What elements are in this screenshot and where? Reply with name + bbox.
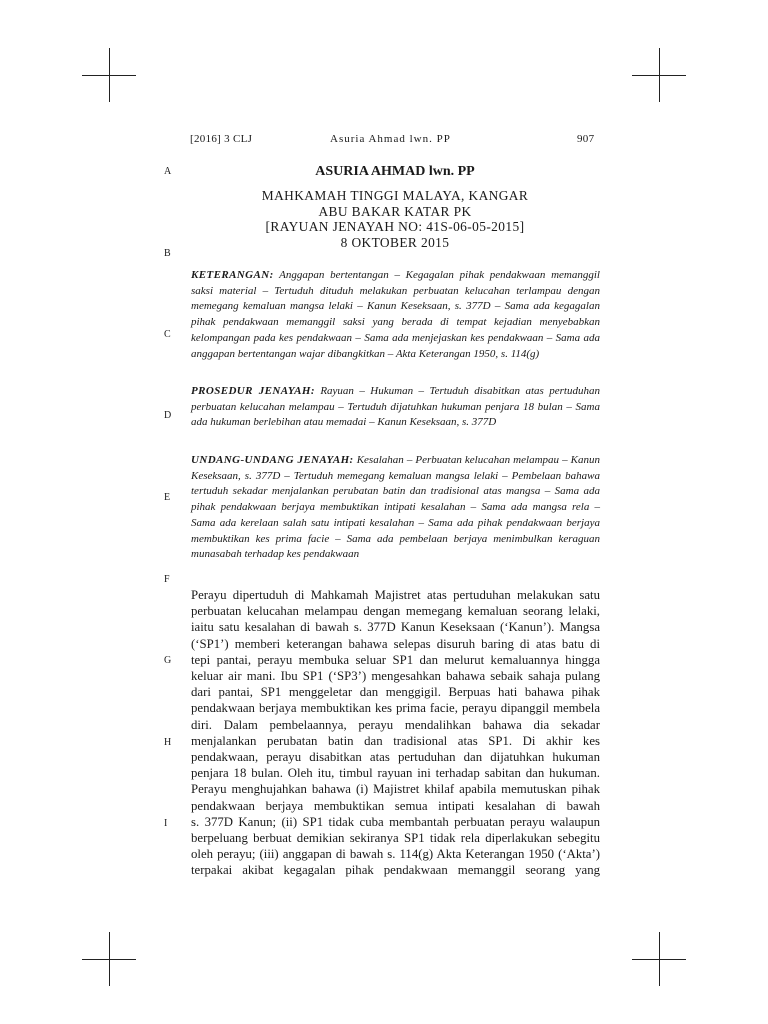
running-head-citation: [2016] 3 CLJ [190, 133, 253, 145]
headnote-label: PROSEDUR JENAYAH: [191, 385, 315, 397]
crop-mark [109, 48, 110, 102]
margin-letter-g: G [164, 655, 172, 666]
summary-line: pendakwaan berjaya membuktikan semua intipati kesalahan di bawah [191, 798, 600, 813]
running-head-case: Asuria Ahmad lwn. PP [330, 133, 451, 145]
summary-line: Perayu menghujahkan bahawa (i) Majistret khilaf apabila memutuskan pihak [191, 782, 600, 797]
margin-letter-c: C [164, 329, 171, 340]
margin-letter-i: I [164, 818, 168, 829]
summary-line: (‘SP1’) memberi keterangan bahawa selepas disuruh baring di atas batu di [191, 636, 600, 651]
summary-line: Perayu dipertuduh di Mahkamah Majistret atas pertuduhan melakukan satu [191, 588, 600, 602]
summary-line: pendakwaan, perayu disabitkan atas pertuduhan dan dijatuhkan hukuman [191, 750, 600, 765]
summary-line: iaitu satu kesalahan di bawah s. 377D Kanun Keseksaan (‘Kanun’). Mangsa [191, 620, 600, 635]
crop-mark [109, 932, 110, 986]
crop-mark [659, 48, 660, 102]
margin-letter-e: E [164, 492, 171, 503]
crop-mark [659, 932, 660, 986]
judgment-date: 8 OKTOBER 2015 [340, 234, 450, 250]
headnote-text: Rayuan – Hukuman – Tertuduh disabitkan atas pertuduhan perbuatan kelucahan melampau – Tertuduh dijatuhkan hukuman penjara 18 bulan – Sama ada hukuman berlebihan atau memadai – Kanun Keseksaan, s. 377D [191, 385, 600, 429]
case-summary [191, 587, 600, 879]
summary-line: keluar air mani. Ibu SP1 (‘SP3’) mengesahkan bahawa sebaik sahaja pulang [191, 669, 600, 684]
headnote-label: UNDANG-UNDANG JENAYAH: [191, 454, 354, 466]
summary-line: perbuatan kelucahan melampau dengan memegang kemaluan seorang lelaki, [191, 604, 600, 619]
headnote-keterangan [191, 268, 600, 362]
court-info [190, 188, 600, 250]
summary-line: s. 377D Kanun; (ii) SP1 tidak cuba membantah perbuatan perayu walaupun [191, 814, 600, 829]
summary-line: menjalankan perubatan batin dan tradisional atas SP1. Di akhir kes [191, 733, 600, 748]
page-number: 907 [577, 133, 595, 145]
headnote-prosedur [191, 384, 600, 431]
summary-line: pendakwaan berjaya membuktikan kes prima facie, perayu dipanggil membela [191, 701, 600, 716]
summary-line: tepi pantai, perayu membuka seluar SP1 dan melurut kemaluannya hingga [191, 652, 600, 667]
margin-letter-d: D [164, 410, 172, 421]
summary-line: terpakai akibat kegagalan pihak pendakwaan memanggil seorang yang [191, 863, 600, 878]
court-name: MAHKAMAH TINGGI MALAYA, KANGAR [261, 188, 529, 203]
summary-line: diri. Dalam pembelaannya, perayu mendalihkan bahawa dia sekadar [191, 717, 600, 732]
summary-line: dari pantai, SP1 menggeletar dan menggigil. Berpuas hati bahawa pihak [191, 685, 600, 700]
headnote-label: KETERANGAN: [191, 269, 274, 281]
headnote-undang [191, 453, 600, 563]
summary-line: berpeluang berbuat demikian sekiranya SP1 tidak rela diperlakukan sebegitu [191, 831, 600, 846]
margin-letter-f: F [164, 574, 170, 585]
judge-name: ABU BAKAR KATAR PK [318, 203, 472, 219]
margin-letter-a: A [164, 166, 172, 177]
case-title: ASURIA AHMAD lwn. PP [315, 164, 475, 179]
headnote-text: Anggapan bertentangan – Kegagalan pihak pendakwaan memanggil saksi material – Tertuduh dituduh melakukan perbuatan kelucahan terlampau dengan memegang kemaluan mangsa lelaki – Kanun Keseksaan, s. 377D – Sama ada kegagalan pihak pendakwaan memanggil saksi yang berada di tempat kejadian menyebabkan kelompangan pada kes pendakwaan – Sama ada menjejaskan kes pendakwaan – Sama ada anggapan bertentangan wajar dibangkitkan – Akta Keterangan 1950, s. 114(g) [191, 269, 600, 360]
summary-line: penjara 18 bulan. Oleh itu, timbul rayuan ini terhadap sabitan dan hukuman. [191, 766, 600, 781]
margin-letter-b: B [164, 248, 171, 259]
case-number: [RAYUAN JENAYAH NO: 41S-06-05-2015] [265, 219, 525, 234]
summary-line: oleh perayu; (iii) anggapan di bawah s. 114(g) Akta Keterangan 1950 (‘Akta’) [191, 847, 600, 862]
headnote-text: Kesalahan – Perbuatan kelucahan melampau – Kanun Keseksaan, s. 377D – Tertuduh memegang kemaluan mangsa lelaki – Pembelaan bahawa tertuduh sekadar menjalankan perubatan batin dan tradisional atas mangsa – Sama ada pihak pendakwaan berjaya membuktikan intipati kesalahan – Sama ada mangsa rela – Sama ada kerelaan salah satu intipati kesalahan – Sama ada pihak pendakwaan berjaya membuktikan kes prima facie – Sama ada pembelaan berjaya menimbulkan keraguan munasabah terhadap kes pendakwaan [191, 454, 600, 561]
margin-letter-h: H [164, 737, 172, 748]
